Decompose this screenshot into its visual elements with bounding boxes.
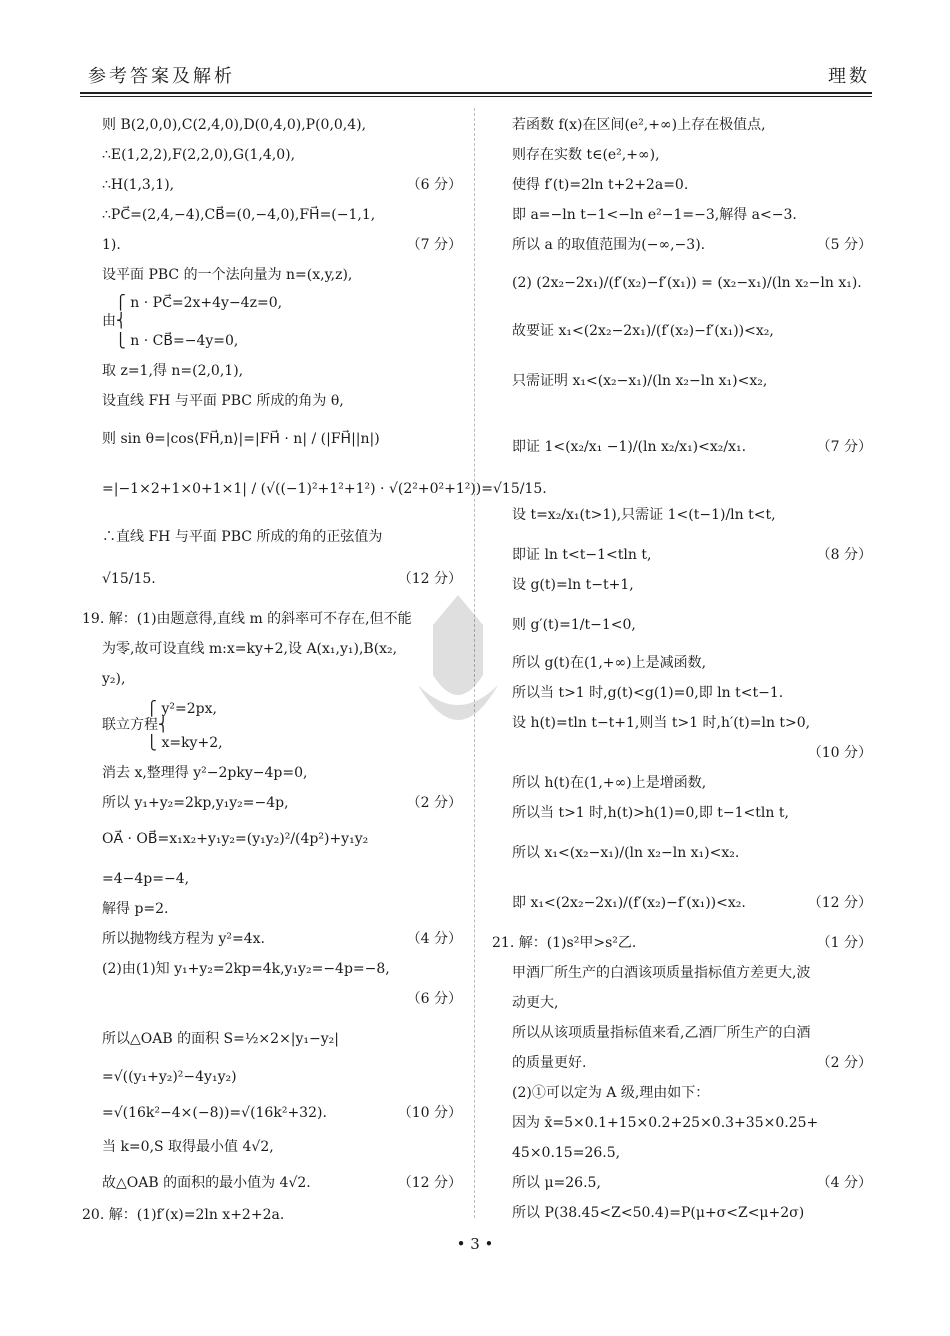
solution-line: [512, 844, 872, 862]
solution-text: 即 a=−ln t−1<−ln e²−1=−3,解得 a<−3.: [512, 207, 797, 223]
solution-line: [512, 616, 872, 634]
solution-line: [102, 764, 462, 782]
solution-text: =√(16k²−4×(−8))=√(16k²+32).: [102, 1105, 327, 1121]
solution-line: [102, 206, 462, 224]
solution-text: 为零,故可设直线 m:x=ky+2,设 A(x₁,y₁),B(x₂,: [102, 641, 398, 657]
score-label: （12 分）: [397, 1175, 462, 1191]
solution-text: 的质量更好.: [512, 1055, 587, 1071]
solution-text: =√((y₁+y₂)²−4y₁y₂): [102, 1069, 237, 1085]
solution-line: [102, 830, 462, 848]
solution-line: [102, 332, 462, 350]
solution-text: (2)由(1)知 y₁+y₂=2kp=4k,y₁y₂=−4p=−8,: [102, 961, 390, 977]
solution-text: 所以 y₁+y₂=2kp,y₁y₂=−4p,: [102, 795, 289, 811]
score-label: （4 分）: [406, 931, 462, 947]
solution-line: [102, 528, 462, 546]
solution-text: 所以抛物线方程为 y²=4x.: [102, 931, 265, 947]
solution-text: =|−1×2+1×0+1×1| / (√((−1)²+1²+1²) · √(2²+0²+1²))=√15/15.: [102, 481, 547, 497]
score-label: （12 分）: [807, 895, 872, 911]
solution-line: [102, 1138, 462, 1156]
solution-text: 所以 P(38.45<Z<50.4)=P(μ+σ<Z<μ+2σ): [512, 1205, 805, 1221]
solution-text: 21. 解：(1)s²甲>s²乙.: [492, 935, 637, 951]
solution-text: 所以 g(t)在(1,+∞)上是减函数,: [512, 655, 707, 671]
solution-text: OA⃗ · OB⃗=x₁x₂+y₁y₂=(y₁y₂)²/(4p²)+y₁y₂: [102, 831, 369, 847]
solution-line: [102, 362, 462, 380]
solution-line: [102, 794, 462, 812]
solution-text: 设 t=x₂/x₁(t>1),只需证 1<(t−1)/ln t<t,: [512, 507, 776, 523]
solution-line: [102, 990, 462, 1008]
solution-line: [102, 480, 547, 498]
solution-text: ∴直线 FH 与平面 PBC 所成的角的正弦值为: [102, 529, 383, 545]
solution-text: 则 B(2,0,0),C(2,4,0),D(0,4,0),P(0,0,4),: [102, 117, 367, 133]
solution-text: 故△OAB 的面积的最小值为 4√2.: [102, 1175, 311, 1191]
solution-line: [102, 930, 462, 948]
score-label: （2 分）: [816, 1055, 872, 1071]
solution-text: 解得 p=2.: [102, 901, 169, 917]
solution-text: 所以当 t>1 时,g(t)<g(1)=0,即 ln t<t−1.: [512, 685, 784, 701]
solution-text: ⎧ n · PC⃗=2x+4y−4z=0,: [102, 295, 283, 311]
score-label: （1 分）: [816, 935, 872, 951]
solution-line: [512, 714, 872, 732]
solution-text: 所以 x₁<(x₂−x₁)/(ln x₂−ln x₁)<x₂.: [512, 845, 740, 861]
solution-line: [102, 176, 462, 194]
solution-line: [102, 236, 462, 254]
solution-line: [512, 176, 872, 194]
score-label: （7 分）: [406, 237, 462, 253]
solution-text: 45×0.15=26.5,: [512, 1145, 621, 1161]
solution-text: 当 k=0,S 取得最小值 4√2,: [102, 1139, 274, 1155]
header-rule-thick: [80, 92, 872, 94]
solution-text: 19. 解：(1)由题意得,直线 m 的斜率可不存在,但不能: [82, 611, 412, 627]
solution-line: [512, 964, 872, 982]
solution-text: 即证 1<(x₂/x₁ −1)/(ln x₂/x₁)<x₂/x₁.: [512, 439, 747, 455]
solution-line: [512, 274, 872, 292]
solution-line: [512, 146, 872, 164]
solution-text: 即 x₁<(2x₂−2x₁)/(f′(x₂)−f′(x₁))<x₂.: [512, 895, 746, 911]
solution-line: [102, 870, 462, 888]
solution-line: [512, 438, 872, 456]
score-label: （10 分）: [397, 1105, 462, 1121]
solution-line: [492, 934, 872, 952]
solution-line: [512, 654, 872, 672]
solution-line: [102, 392, 462, 410]
score-label: （6 分）: [406, 991, 462, 1007]
solution-text: 1).: [102, 237, 121, 253]
score-label: （6 分）: [406, 177, 462, 193]
solution-line: [102, 640, 462, 658]
solution-line: [102, 960, 462, 978]
solution-text: ∴PC⃗=(2,4,−4),CB⃗=(0,−4,0),FH⃗=(−1,1,: [102, 207, 376, 223]
solution-text: 只需证明 x₁<(x₂−x₁)/(ln x₂−ln x₁)<x₂,: [512, 373, 768, 389]
solution-line: [512, 1084, 872, 1102]
score-label: （2 分）: [406, 795, 462, 811]
solution-line: [512, 116, 872, 134]
solution-text: 动更大,: [512, 995, 559, 1011]
solution-text: 设 g(t)=ln t−t+1,: [512, 577, 634, 593]
solution-line: [102, 570, 462, 588]
solution-text: 所以 h(t)在(1,+∞)上是增函数,: [512, 775, 707, 791]
solution-text: (2)①可以定为 A 级,理由如下：: [512, 1085, 710, 1101]
solution-line: [102, 430, 462, 448]
solution-line: [102, 1030, 462, 1048]
solution-text: √15/15.: [102, 571, 156, 587]
score-label: （12 分）: [397, 571, 462, 587]
solution-line: [512, 236, 872, 254]
solution-line: [102, 734, 462, 752]
solution-text: (2) (2x₂−2x₁)/(f′(x₂)−f′(x₁)) = (x₂−x₁)/(ln x₂−ln x₁).: [512, 275, 862, 291]
solution-text: 则 sin θ=|cos⟨FH⃗,n⟩|=|FH⃗ · n| / (|FH⃗||n|): [102, 431, 380, 447]
solution-text: =4−4p=−4,: [102, 871, 190, 887]
solution-line: [512, 894, 872, 912]
solution-line: [512, 372, 872, 390]
solution-line: [102, 312, 462, 330]
solution-line: [102, 266, 462, 284]
solution-line: [512, 1144, 872, 1162]
solution-line: [512, 994, 872, 1012]
solution-line: [102, 116, 462, 134]
solution-line: [102, 1104, 462, 1122]
page-number: • 3 •: [456, 1235, 494, 1253]
solution-line: [102, 900, 462, 918]
solution-text: 则 g′(t)=1/t−1<0,: [512, 617, 636, 633]
solution-text: ⎩ n · CB⃗=−4y=0,: [102, 333, 239, 349]
header-subject: 理数: [828, 66, 870, 87]
solution-line: [102, 294, 462, 312]
solution-text: 由⎨: [102, 313, 127, 329]
solution-text: 故要证 x₁<(2x₂−2x₁)/(f′(x₂)−f′(x₁))<x₂,: [512, 323, 774, 339]
solution-text: 所以从该项质量指标值来看,乙酒厂所生产的白酒: [512, 1025, 811, 1041]
solution-text: 甲酒厂所生产的白酒该项质量指标值方差更大,波: [512, 965, 811, 981]
score-label: （8 分）: [816, 547, 872, 563]
solution-line: [512, 206, 872, 224]
solution-text: 所以△OAB 的面积 S=½×2×|y₁−y₂|: [102, 1031, 340, 1047]
solution-text: 20. 解：(1)f′(x)=2ln x+2+2a.: [82, 1207, 285, 1223]
solution-text: ⎧ y²=2px,: [102, 701, 217, 717]
solution-line: [102, 1068, 462, 1086]
solution-text: 若函数 f(x)在区间(e²,+∞)上存在极值点,: [512, 117, 766, 133]
solution-text: ∴E(1,2,2),F(2,2,0),G(1,4,0),: [102, 147, 296, 163]
solution-text: 则存在实数 t∈(e²,+∞),: [512, 147, 660, 163]
solution-line: [512, 1114, 872, 1132]
solution-line: [512, 774, 872, 792]
solution-text: 使得 f′(t)=2ln t+2+2a=0.: [512, 177, 689, 193]
solution-text: ⎩ x=ky+2,: [102, 735, 223, 751]
score-label: （4 分）: [816, 1175, 872, 1191]
solution-text: 因为 x̄=5×0.1+15×0.2+25×0.3+35×0.25+: [512, 1115, 819, 1131]
solution-line: [82, 610, 462, 628]
solution-text: ∴H(1,3,1),: [102, 177, 175, 193]
solution-line: [512, 684, 872, 702]
solution-line: [512, 506, 872, 524]
solution-line: [512, 1024, 872, 1042]
solution-text: 取 z=1,得 n=(2,0,1),: [102, 363, 244, 379]
solution-text: 即证 ln t<t−1<tln t,: [512, 547, 652, 563]
solution-text: 设直线 FH 与平面 PBC 所成的角为 θ,: [102, 393, 344, 409]
solution-line: [512, 804, 872, 822]
solution-line: [512, 322, 872, 340]
solution-line: [102, 1174, 462, 1192]
solution-text: 设平面 PBC 的一个法向量为 n=(x,y,z),: [102, 267, 353, 283]
header-rule-thin: [80, 96, 872, 97]
solution-line: [512, 1204, 872, 1222]
solution-line: [512, 1054, 872, 1072]
solution-line: [512, 1174, 872, 1192]
solution-line: [512, 546, 872, 564]
solution-text: 联立方程⎨: [102, 717, 169, 733]
page-header: [88, 58, 870, 92]
solution-text: y₂),: [102, 671, 126, 687]
solution-line: [512, 744, 872, 762]
solution-text: 所以 μ=26.5,: [512, 1175, 601, 1191]
score-label: （7 分）: [816, 439, 872, 455]
solution-text: 设 h(t)=tln t−t+1,则当 t>1 时,h′(t)=ln t>0,: [512, 715, 811, 731]
solution-line: [102, 716, 462, 734]
solution-text: 消去 x,整理得 y²−2pky−4p=0,: [102, 765, 308, 781]
solution-line: [102, 146, 462, 164]
score-label: （10 分）: [807, 745, 872, 761]
header-title: 参考答案及解析: [88, 66, 235, 87]
solution-text: 所以 a 的取值范围为(−∞,−3).: [512, 237, 706, 253]
solution-line: [82, 1206, 462, 1224]
solution-line: [102, 670, 462, 688]
score-label: （5 分）: [816, 237, 872, 253]
solution-text: 所以当 t>1 时,h(t)>h(1)=0,即 t−1<tln t,: [512, 805, 789, 821]
solution-line: [512, 576, 872, 594]
